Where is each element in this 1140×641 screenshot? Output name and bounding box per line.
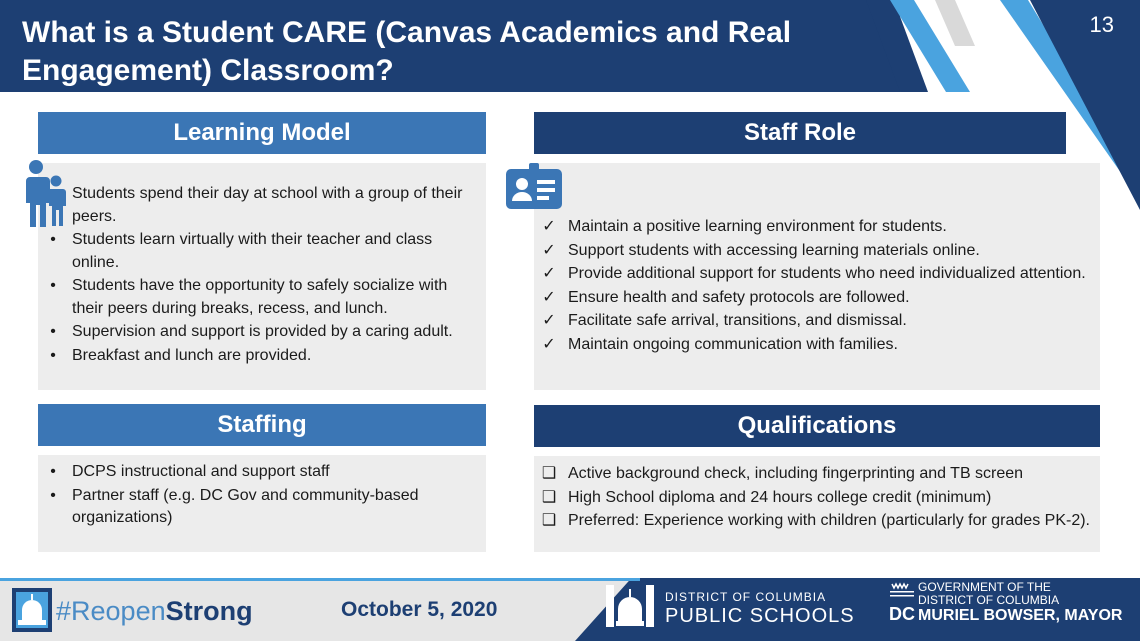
header-stripe	[935, 0, 975, 46]
list-item: ✓ Maintain a positive learning environment for students.	[534, 216, 1094, 239]
checkmark-icon: ✓	[542, 218, 556, 235]
id-card-icon	[504, 163, 564, 211]
checkbox-icon: ❑	[541, 488, 557, 506]
slide-title: What is a Student CARE (Canvas Academics and Real Engagement) Classroom?	[22, 16, 792, 87]
learning-model-list	[38, 183, 478, 368]
learning-model-heading: Learning Model	[38, 112, 486, 154]
reopen-strong-hashtag: #ReopenStrong	[56, 596, 253, 626]
list-item: • Students learn virtually with their teacher and class online.	[38, 229, 478, 274]
list-item: ✓ Ensure health and safety protocols are followed.	[534, 287, 1094, 310]
bullet-icon: •	[50, 277, 56, 294]
qualifications-panel	[534, 456, 1100, 552]
slide-number: 13	[1089, 12, 1114, 37]
list-item: ✓ Facilitate safe arrival, transitions, and dismissal.	[534, 310, 1094, 333]
dcps-logo-icon	[604, 581, 656, 629]
capitol-icon	[12, 588, 52, 632]
list-item: • Breakfast and lunch are provided.	[38, 345, 478, 368]
staff-role-heading: Staff Role	[534, 112, 1066, 154]
checkbox-icon: ❑	[541, 465, 557, 482]
list-item: ✓ Support students with accessing learning materials online.	[534, 240, 1094, 263]
bullet-icon: •	[50, 486, 56, 504]
list-item: ❑ Preferred: Experience working with children (particularly for grades PK-2).	[534, 510, 1094, 533]
slide-header	[0, 0, 1140, 96]
dc-mayor-text: MURIEL BOWSER, MAYOR	[918, 607, 1123, 624]
bullet-icon: •	[50, 323, 56, 340]
checkmark-icon: ✓	[542, 288, 556, 306]
checkmark-icon: ✓	[542, 312, 556, 329]
checkmark-icon: ✓	[542, 265, 556, 282]
list-item: • DCPS instructional and support staff	[38, 461, 478, 484]
list-item: ✓ Provide additional support for students who need individualized attention.	[534, 263, 1094, 286]
list-item: • Supervision and support is provided by a caring adult.	[38, 321, 478, 344]
list-item: Students spend their day at school with a group of their peers.	[72, 185, 463, 225]
dcps-logo-text: DISTRICT OF COLUMBIA	[665, 590, 827, 604]
presentation-date: October 5, 2020	[341, 598, 498, 621]
dc-government-text: DISTRICT OF COLUMBIA	[918, 593, 1060, 607]
list-item: • Partner staff (e.g. DC Gov and community-based organizations)	[38, 485, 478, 530]
staffing-list	[38, 461, 478, 531]
checkmark-icon: ✓	[542, 241, 556, 259]
checkmark-icon: ✓	[542, 335, 556, 353]
bullet-icon: •	[50, 231, 56, 248]
bullet-icon: •	[50, 463, 56, 480]
staff-role-panel	[534, 163, 1100, 390]
bullet-icon: •	[50, 346, 56, 364]
staff-role-list	[534, 216, 1094, 357]
staffing-heading: Staffing	[38, 404, 486, 446]
footer-accent-line	[0, 578, 640, 581]
dc-government-text: GOVERNMENT OF THE	[918, 580, 1051, 594]
checkbox-icon: ❑	[541, 512, 557, 529]
list-item: ✓ Maintain ongoing communication with families.	[534, 334, 1094, 357]
dc-seal-icon	[888, 582, 916, 626]
dcps-logo-text: PUBLIC SCHOOLS	[665, 605, 855, 627]
list-item: • Students have the opportunity to safely socialize with their peers during breaks, recess, and lunch.	[38, 275, 478, 320]
qualifications-list	[534, 463, 1094, 534]
list-item: ❑ High School diploma and 24 hours college credit (minimum)	[534, 487, 1094, 510]
dc-seal-letters: DC	[889, 604, 915, 624]
staffing-panel	[38, 455, 486, 552]
learning-model-panel	[38, 163, 486, 390]
qualifications-heading: Qualifications	[534, 405, 1100, 447]
slide-footer	[0, 578, 1140, 641]
list-item: ❑ Active background check, including fingerprinting and TB screen	[534, 463, 1094, 486]
